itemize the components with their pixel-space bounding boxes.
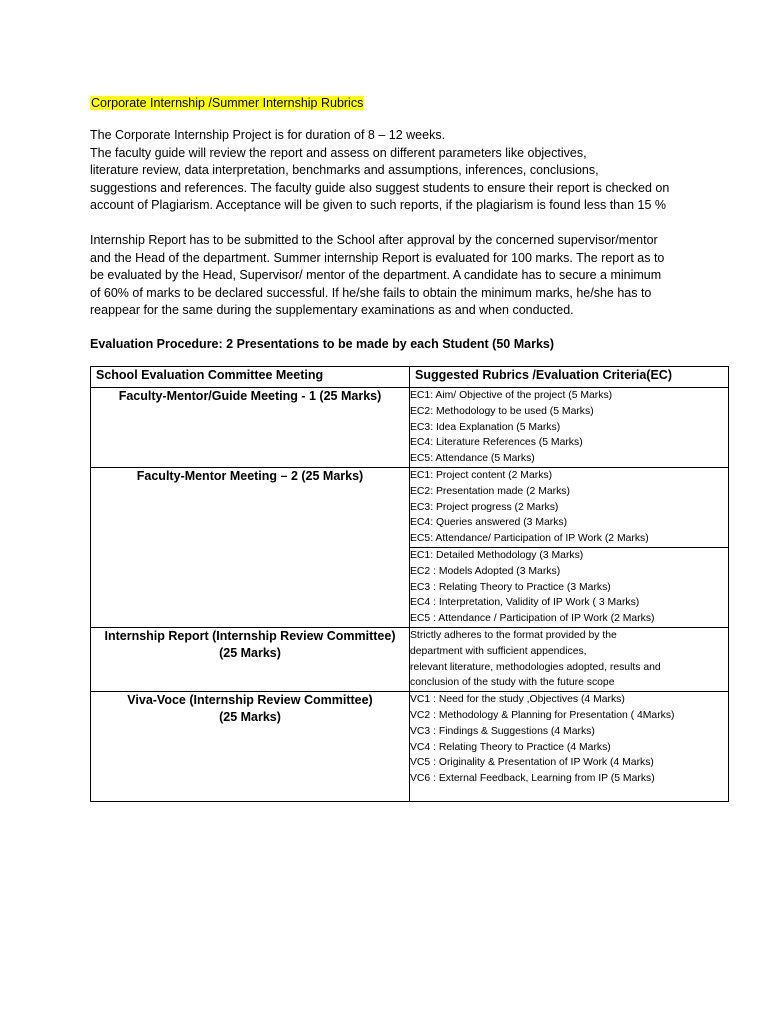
intro-line: account of Plagiarism. Acceptance will be given to such reports, if the plagiarism is found less than 15 % xyxy=(90,198,666,212)
guide-meeting-label: Faculty-Mentor/Guide Meeting - 1 (25 Marks) xyxy=(91,388,410,468)
criteria-item: EC2 : Models Adopted (3 Marks) xyxy=(410,565,561,577)
internship-report-label xyxy=(91,627,410,691)
rubric-table xyxy=(90,366,729,802)
criteria-item: EC2: Presentation made (2 Marks) xyxy=(410,485,570,497)
mentor-meeting-label: Faculty-Mentor Meeting – 2 (25 Marks) xyxy=(91,467,410,627)
internship-report-marks: (25 Marks) xyxy=(219,645,281,660)
mentor-meeting-criteria-a xyxy=(410,467,729,547)
internship-report-label-line: Internship Report (Internship Review Committee) xyxy=(104,628,396,643)
criteria-item: conclusion of the study with the future scope xyxy=(410,677,615,689)
title-container xyxy=(90,94,364,112)
criteria-item: EC1: Project content (2 Marks) xyxy=(410,469,553,481)
submission-line: of 60% of marks to be declared successful. If he/she fails to obtain the minimum marks, he/she has to xyxy=(90,285,652,300)
submission-line: be evaluated by the Head, Supervisor/ mentor of the department. A candidate has to secure a minimum xyxy=(90,268,662,282)
guide-meeting-criteria xyxy=(410,388,729,468)
criteria-item: VC1 : Need for the study ,Objectives (4 Marks) xyxy=(410,694,625,706)
criteria-item: EC1: Aim/ Objective of the project (5 Marks) xyxy=(410,390,613,401)
submission-line: Internship Report has to be submitted to the School after approval by the concerned supervisor/mentor xyxy=(90,233,658,247)
criteria-item: EC3: Project progress (2 Marks) xyxy=(410,501,559,513)
table-row-internship-report xyxy=(91,627,729,691)
table-row-mentor-meeting-a xyxy=(91,467,729,547)
criteria-item: EC5 : Attendance / Participation of IP Work (2 Marks) xyxy=(410,613,655,625)
intro-paragraph xyxy=(90,127,690,215)
submission-line: and the Head of the department. Summer internship Report is evaluated for 100 marks. The report as to xyxy=(90,250,665,265)
criteria-item: VC4 : Relating Theory to Practice (4 Marks) xyxy=(410,741,611,753)
mentor-meeting-criteria-b xyxy=(410,547,729,627)
intro-line: The faculty guide will review the report and assess on different parameters like objectives, xyxy=(90,145,587,160)
intro-line: suggestions and references. The faculty guide also suggest students to ensure their report is checked on xyxy=(90,180,670,195)
header-evaluation-criteria: Suggested Rubrics /Evaluation Criteria(EC) xyxy=(410,367,729,388)
criteria-item: VC2 : Methodology & Planning for Presentation ( 4Marks) xyxy=(410,709,675,721)
intro-line: The Corporate Internship Project is for duration of 8 – 12 weeks. xyxy=(90,128,446,142)
document-title: Corporate Internship /Summer Internship Rubrics xyxy=(91,96,364,110)
criteria-item: EC4: Queries answered (3 Marks) xyxy=(410,517,568,529)
criteria-item: EC1: Detailed Methodology (3 Marks) xyxy=(410,549,584,561)
criteria-item: VC5 : Originality & Presentation of IP Work (4 Marks) xyxy=(410,757,654,769)
internship-report-criteria xyxy=(410,627,729,691)
criteria-item: VC3 : Findings & Suggestions (4 Marks) xyxy=(410,725,595,737)
viva-voce-label xyxy=(91,692,410,802)
viva-voce-criteria xyxy=(410,692,729,802)
criteria-item: department with sufficient appendices, xyxy=(410,645,587,657)
header-committee-meeting: School Evaluation Committee Meeting xyxy=(91,367,410,388)
submission-line: reappear for the same during the supplementary examinations as and when conducted. xyxy=(90,303,574,317)
table-row-viva-voce xyxy=(91,692,729,802)
criteria-item: Strictly adheres to the format provided by the xyxy=(410,629,617,641)
submission-paragraph xyxy=(90,232,690,320)
criteria-item: EC3 : Relating Theory to Practice (3 Marks) xyxy=(410,581,611,593)
criteria-item: EC2: Methodology to be used (5 Marks) xyxy=(410,405,594,417)
criteria-item: EC5: Attendance (5 Marks) xyxy=(410,453,535,465)
criteria-item: EC5: Attendance/ Participation of IP Work (2 Marks) xyxy=(410,533,649,545)
table-row-guide-meeting xyxy=(91,388,729,468)
viva-voce-marks: (25 Marks) xyxy=(219,710,281,725)
viva-voce-label-line: Viva-Voce (Internship Review Committee) xyxy=(127,693,373,708)
criteria-item: VC6 : External Feedback, Learning from IP (5 Marks) xyxy=(410,773,655,785)
intro-line: literature review, data interpretation, benchmarks and assumptions, inferences, conclusions, xyxy=(90,163,599,177)
criteria-item: EC4 : Interpretation, Validity of IP Work ( 3 Marks) xyxy=(410,597,640,609)
table-header-row xyxy=(91,367,729,388)
criteria-item: EC4: Literature References (5 Marks) xyxy=(410,437,583,449)
criteria-item: relevant literature, methodologies adopted, results and xyxy=(410,661,661,673)
procedure-heading: Evaluation Procedure: 2 Presentations to be made by each Student (50 Marks) xyxy=(90,337,555,351)
criteria-item: EC3: Idea Explanation (5 Marks) xyxy=(410,421,561,433)
